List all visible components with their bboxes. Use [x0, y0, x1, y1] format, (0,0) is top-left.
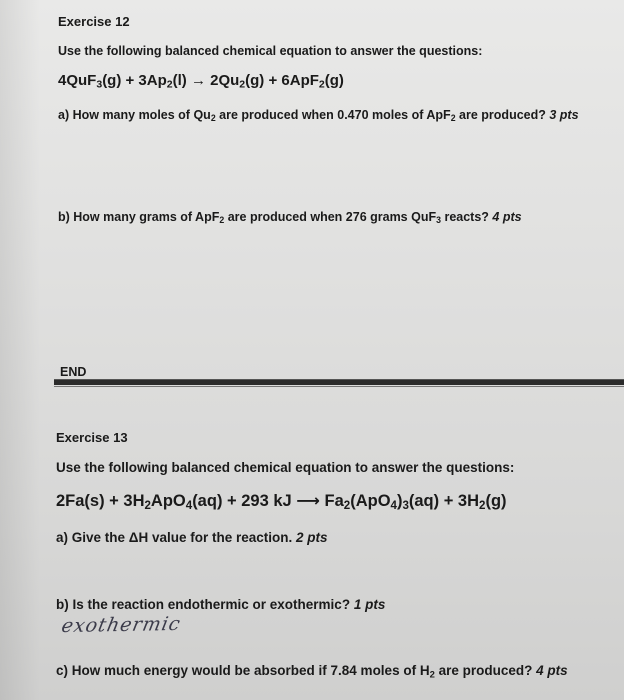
exercise-12-question-b: b) How many grams of ApF$_2$ are produced when 276 grams QuF$_3$ reacts? 4 pts [58, 210, 522, 226]
exercise-13-instruction: Use the following balanced chemical equation to answer the questions: [56, 460, 515, 475]
page-shadow [0, 0, 40, 700]
handwritten-answer-exothermic: exothermic [59, 612, 183, 638]
exercise-13-question-a: a) Give the ΔH value for the reaction. 2 pts [56, 530, 328, 545]
end-label: END [60, 365, 87, 379]
section-divider-shadow [54, 386, 624, 387]
exercise-12-instruction: Use the following balanced chemical equation to answer the questions: [58, 44, 483, 58]
exercise-12-equation: $4QuF_3(g) + 3Ap_2(l) \to 2Qu_2(g) + 6ApF_2(g)$ [58, 72, 344, 91]
exercise-12-question-a: a) How many moles of $Qu_2$ are produced when 0.470 moles of ApF$_2$ are produced? 3 pts [58, 108, 579, 124]
section-divider [54, 379, 624, 385]
exercise-13-equation: $2Fa(s) + 3H_2ApO_4(aq) + 293$ kJ ⟶ $Fa_2(ApO_4)_3(aq) + 3H_2(g)$ [56, 492, 507, 512]
exercise-13-question-c: c) How much energy would be absorbed if 7.84 moles of $H_2$ are produced? 4 pts [56, 663, 568, 681]
exercise-12-title: Exercise 12 [58, 14, 130, 29]
exercise-13-question-b: b) Is the reaction endothermic or exothermic? 1 pts [56, 597, 386, 612]
exercise-13-title: Exercise 13 [56, 430, 128, 445]
